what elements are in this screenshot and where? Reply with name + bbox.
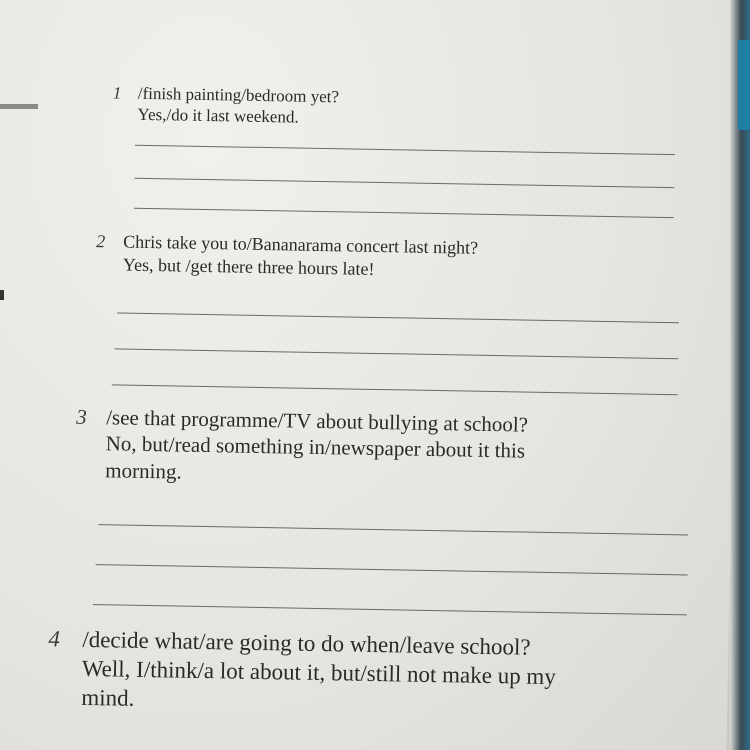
item-answer-line: No, but/read something in/newspaper about it this bbox=[105, 431, 526, 463]
answer-line[interactable] bbox=[96, 564, 688, 575]
answer-line[interactable] bbox=[134, 178, 674, 188]
exercise-item-1 bbox=[112, 83, 340, 129]
item-answer-line: Yes,/do it last weekend. bbox=[137, 105, 299, 127]
answer-line[interactable] bbox=[98, 524, 688, 535]
answer-line[interactable] bbox=[112, 384, 678, 395]
background-edge bbox=[730, 0, 750, 750]
item-answer-line: Yes, but /get there three hours late! bbox=[122, 254, 375, 279]
answer-line[interactable] bbox=[135, 145, 675, 155]
exercise-item-2 bbox=[96, 231, 479, 282]
page-edge-tick bbox=[0, 290, 4, 300]
page-edge-mark bbox=[0, 104, 38, 109]
item-prompt: /decide what/are going to do when/leave school? bbox=[82, 626, 531, 660]
exercise-item-3 bbox=[76, 404, 529, 490]
answer-line[interactable] bbox=[93, 604, 687, 615]
item-prompt: /finish painting/bedroom yet? bbox=[137, 83, 340, 107]
item-number: 3 bbox=[76, 404, 87, 429]
item-answer-line: mind. bbox=[81, 684, 135, 711]
item-prompt: /see that programme/TV about bullying at school? bbox=[106, 405, 529, 437]
exercise-item-4 bbox=[48, 626, 557, 721]
item-answer-line: morning. bbox=[105, 457, 182, 484]
item-number: 1 bbox=[112, 83, 122, 103]
item-prompt: Chris take you to/Bananarama concert last night? bbox=[123, 231, 479, 258]
background-object bbox=[738, 40, 750, 130]
item-answer-line: Well, I/think/a lot about it, but/still not make up my bbox=[81, 655, 557, 689]
item-number: 4 bbox=[48, 626, 61, 652]
answer-line[interactable] bbox=[114, 348, 678, 359]
answer-line[interactable] bbox=[117, 312, 679, 323]
item-number: 2 bbox=[96, 231, 106, 252]
answer-line[interactable] bbox=[134, 208, 674, 218]
